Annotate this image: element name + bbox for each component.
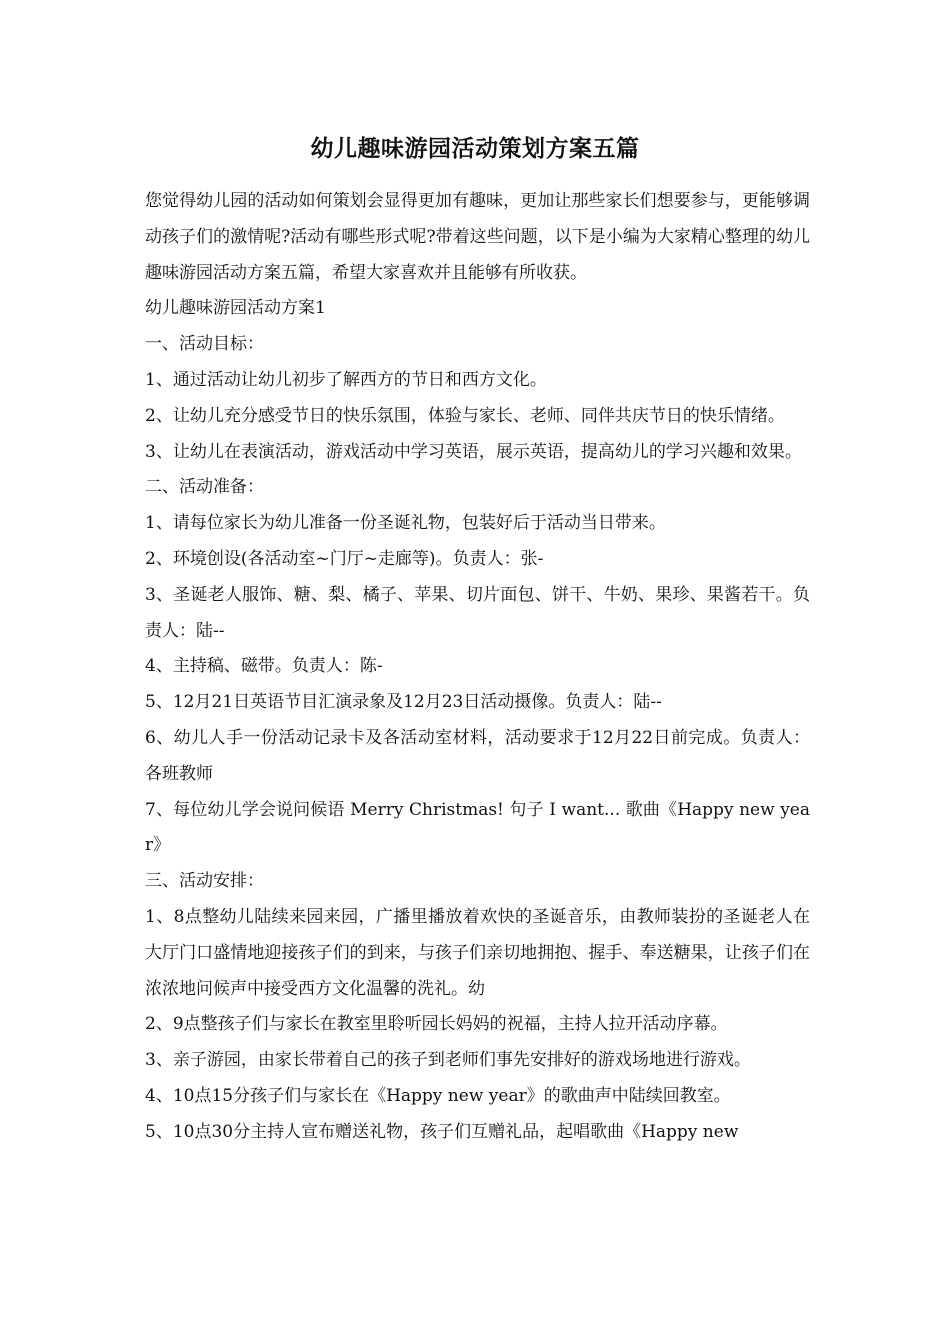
list-item: 2、让幼儿充分感受节日的快乐氛围，体验与家长、老师、同伴共庆节日的快乐情绪。 bbox=[145, 405, 785, 426]
list-item: 4、主持稿、磁带。负责人：陈- bbox=[145, 656, 383, 677]
section-heading-plan-1: 幼儿趣味游园活动方案1 bbox=[145, 298, 326, 319]
document-body bbox=[145, 184, 810, 1151]
list-item: 2、环境创设(各活动室~门厅~走廊等)。负责人：张- bbox=[145, 548, 544, 569]
paragraph-intro: 您觉得幼儿园的活动如何策划会显得更加有趣味，更加让那些家长们想要参与，更能够调动孩子们的激情呢?活动有哪些形式呢?带着这些问题，以下是小编为大家精心整理的幼儿趣味游园活动方案五篇，希望大家喜欢并且能够有所收获。 bbox=[145, 191, 810, 283]
list-item: 3、圣诞老人服饰、糖、梨、橘子、苹果、切片面包、饼干、牛奶、果珍、果酱若干。负责人：陆-- bbox=[145, 584, 810, 641]
section-heading-goals: 一、活动目标： bbox=[145, 334, 264, 355]
list-item: 7、每位幼儿学会说问候语 Merry Christmas! 句子 I want... 歌曲《Happy new year》 bbox=[145, 799, 810, 856]
list-item: 3、亲子游园，由家长带着自己的孩子到老师们事先安排好的游戏场地进行游戏。 bbox=[145, 1050, 751, 1071]
list-item: 5、10点30分主持人宣布赠送礼物，孩子们互赠礼品，起唱歌曲《Happy new bbox=[145, 1121, 739, 1142]
list-item: 6、幼儿人手一份活动记录卡及各活动室材料，活动要求于12月22日前完成。负责人：各班教师 bbox=[145, 727, 810, 784]
list-item: 3、让幼儿在表演活动，游戏活动中学习英语，展示英语，提高幼儿的学习兴趣和效果。 bbox=[145, 441, 802, 462]
section-heading-schedule: 三、活动安排： bbox=[145, 871, 264, 892]
list-item: 1、请每位家长为幼儿准备一份圣诞礼物，包装好后于活动当日带来。 bbox=[145, 513, 666, 534]
list-item: 5、12月21日英语节目汇演录象及12月23日活动摄像。负责人：陆-- bbox=[145, 692, 662, 713]
list-item: 1、8点整幼儿陆续来园来园，广播里播放着欢快的圣诞音乐，由教师装扮的圣诞老人在大厅门口盛情地迎接孩子们的到来，与孩子们亲切地拥抱、握手、奉送糖果，让孩子们在浓浓地问候声中接受西方文化温馨的洗礼。幼 bbox=[145, 906, 810, 999]
section-heading-preparation: 二、活动准备： bbox=[145, 477, 264, 498]
document-title: 幼儿趣味游园活动策划方案五篇 bbox=[310, 135, 640, 162]
list-item: 4、10点15分孩子们与家长在《Happy new year》的歌曲声中陆续回教室。 bbox=[145, 1085, 731, 1106]
list-item: 1、通过活动让幼儿初步了解西方的节日和西方文化。 bbox=[145, 369, 547, 390]
list-item: 2、9点整孩子们与家长在教室里聆听园长妈妈的祝福，主持人拉开活动序幕。 bbox=[145, 1014, 728, 1035]
